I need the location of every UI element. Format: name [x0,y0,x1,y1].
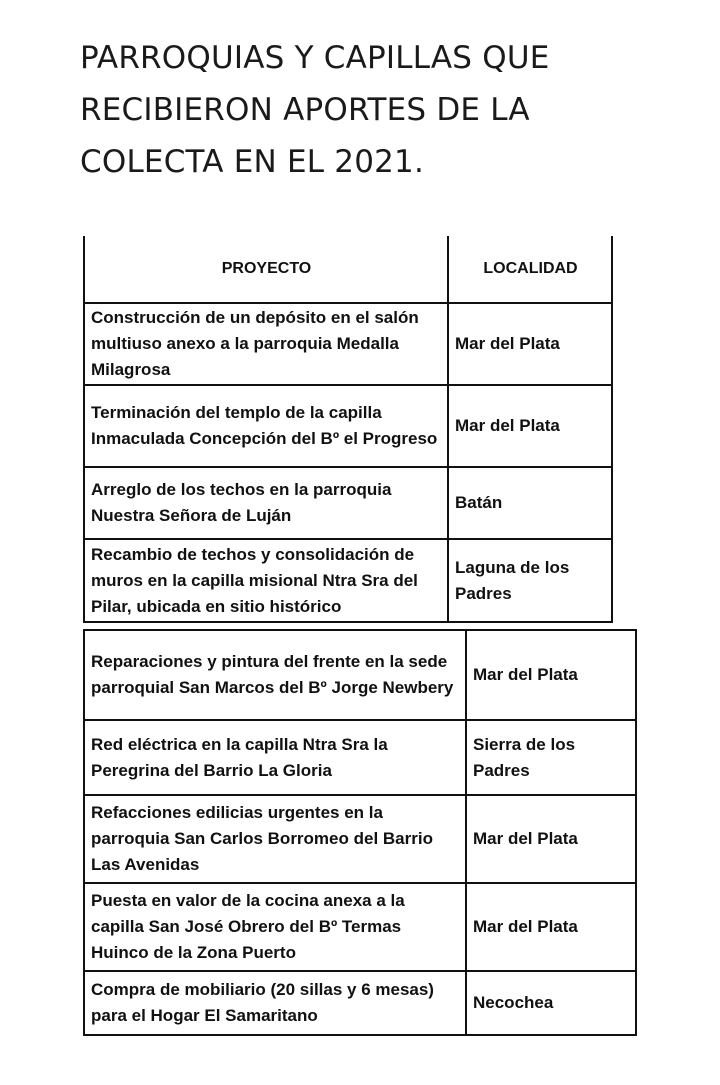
header-proyecto: PROYECTO [84,236,448,303]
project-cell: Puesta en valor de la cocina anexa a la capilla San José Obrero del Bº Termas Huinco de la Zona Puerto [84,883,466,971]
project-cell: Compra de mobiliario (20 sillas y 6 mesas) para el Hogar El Samaritano [84,971,466,1035]
table-row [84,630,636,720]
table-row [84,467,612,539]
project-cell: Red eléctrica en la capilla Ntra Sra la Peregrina del Barrio La Gloria [84,720,466,795]
table-row [84,971,636,1035]
location-cell: Mar del Plata [466,630,636,720]
table-row [84,385,612,467]
location-cell: Mar del Plata [448,385,612,467]
project-cell: Refacciones edilicias urgentes en la parroquia San Carlos Borromeo del Barrio Las Avenidas [84,795,466,883]
header-localidad: LOCALIDAD [448,236,612,303]
table-row [84,539,612,622]
table-row [84,883,636,971]
table-row [84,303,612,385]
location-cell: Mar del Plata [466,795,636,883]
table-row [84,720,636,795]
project-cell: Recambio de techos y consolidación de muros en la capilla misional Ntra Sra del Pilar, ubicada en sitio histórico [84,539,448,622]
table-row [84,795,636,883]
location-cell: Mar del Plata [466,883,636,971]
project-cell: Construcción de un depósito en el salón multiuso anexo a la parroquia Medalla Milagrosa [84,303,448,385]
location-cell: Batán [448,467,612,539]
projects-table-part-1 [83,236,613,623]
project-cell: Reparaciones y pintura del frente en la sede parroquial San Marcos del Bº Jorge Newbery [84,630,466,720]
projects-table-part-2 [83,629,637,1036]
location-cell: Necochea [466,971,636,1035]
project-cell: Arreglo de los techos en la parroquia Nuestra Señora de Luján [84,467,448,539]
location-cell: Mar del Plata [448,303,612,385]
project-cell: Terminación del templo de la capilla Inmaculada Concepción del Bº el Progreso [84,385,448,467]
page-title: PARROQUIAS Y CAPILLAS QUE RECIBIERON APORTES DE LA COLECTA EN EL 2021. [80,40,550,180]
location-cell: Sierra de los Padres [466,720,636,795]
location-cell: Laguna de los Padres [448,539,612,622]
table-header-row [84,236,612,303]
